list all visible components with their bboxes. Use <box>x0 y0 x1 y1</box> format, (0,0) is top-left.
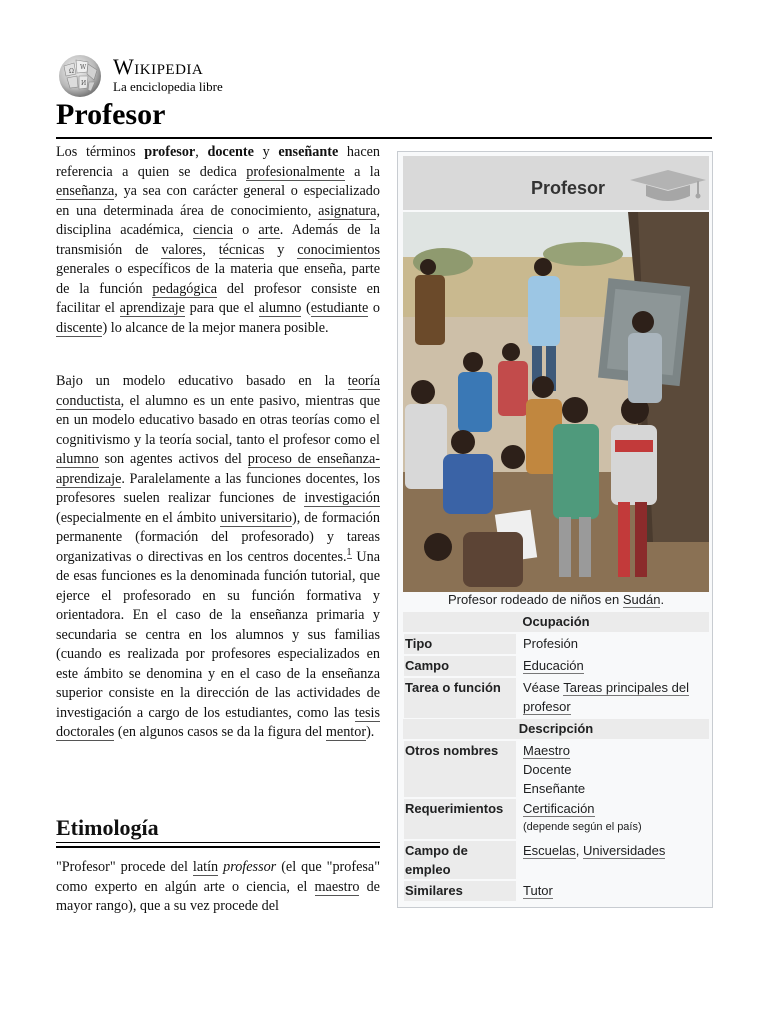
infobox-section-descripcion: Descripción <box>403 719 709 739</box>
inline-link[interactable]: arte <box>258 222 280 238</box>
inline-link[interactable]: proceso de enseñanza-aprendizaje <box>56 451 380 487</box>
inline-link[interactable]: latín <box>192 859 219 875</box>
infobox-row-tarea <box>403 678 709 718</box>
inline-link[interactable]: alumno <box>56 451 99 467</box>
row-label: Campo de empleo <box>404 841 516 879</box>
bold-term: enseñante <box>278 144 339 160</box>
infobox-header <box>403 156 709 210</box>
text-run: ), de formación permanente (formación del profesorado) y tareas organizativas o directivas en los centros docentes. <box>56 509 380 565</box>
inline-link[interactable]: universitario <box>220 509 292 526</box>
infobox-row-otros-nombres <box>403 741 709 797</box>
link-tutor[interactable]: Tutor <box>523 883 553 898</box>
row-label: Otros nombres <box>404 741 516 797</box>
inline-link[interactable]: profesionalmente <box>246 163 345 180</box>
inline-link[interactable]: aprendizaje <box>119 300 186 316</box>
row-value <box>523 881 709 900</box>
link-escuelas[interactable]: Escuelas <box>523 843 576 858</box>
inline-link[interactable]: alumno <box>258 300 302 316</box>
inline-link[interactable]: valores <box>161 241 203 258</box>
row-value <box>523 799 709 837</box>
text-run: ). <box>366 724 375 740</box>
infobox-photo[interactable] <box>403 212 709 592</box>
text-run: . Además de la transmisión de <box>56 222 380 258</box>
text-run: Bajo un modelo educativo basado en la <box>56 373 348 389</box>
text-run: , <box>202 241 219 258</box>
row-value-text: Docente <box>523 762 572 777</box>
text-run: , ya sea con carácter general o especializado en una determinada área de conocimiento, <box>56 183 380 219</box>
infobox-title: Profesor <box>531 178 606 198</box>
infobox-row-campo <box>403 656 709 676</box>
text-run: y <box>264 241 298 258</box>
inline-link[interactable]: pedagógica <box>152 280 218 297</box>
inline-link[interactable]: técnicas <box>218 241 265 258</box>
link-universidades[interactable]: Universidades <box>582 843 666 858</box>
site-header <box>56 52 256 100</box>
svg-text:И: И <box>81 80 87 87</box>
link-tareas-principales[interactable]: Tareas principales del profesor <box>523 680 689 714</box>
text-run: , el alumno es un ente pasivo, mientras que en un modelo educativo basado en otras teorías como el cognitivismo y la teoría social, tanto el profesor como el <box>56 392 380 448</box>
text-run: o <box>368 300 380 316</box>
text-run: (especialmente en el ámbito <box>56 509 221 526</box>
text-run: a la <box>344 163 380 180</box>
row-value-text: Enseñante <box>523 781 586 796</box>
text-run: de mayor rango), que a su vez procede del <box>56 878 380 914</box>
row-value: Profesión <box>523 636 578 651</box>
bold-term: docente <box>207 144 254 160</box>
caption-text-end: . <box>660 592 665 607</box>
row-value <box>523 841 709 860</box>
inline-link[interactable]: asignatura <box>318 202 377 219</box>
inline-link[interactable]: conocimientos <box>297 241 380 258</box>
row-value-text: Véase <box>523 680 564 695</box>
text-run: ( <box>301 300 311 316</box>
link-maestro[interactable]: Maestro <box>523 743 570 758</box>
row-value <box>523 656 709 675</box>
text-run: (el que "profesa" como experto en algún arte o ciencia, el <box>56 859 380 895</box>
text-run: para que el <box>185 300 259 316</box>
text-run: Los términos <box>56 144 145 160</box>
svg-text:W: W <box>80 64 87 71</box>
intro-paragraph-2 <box>56 372 380 743</box>
inline-link[interactable]: discente <box>56 319 103 336</box>
text-run: , disciplina académica, <box>56 202 380 238</box>
infobox-section-ocupacion: Ocupación <box>403 612 709 632</box>
row-value-note: (depende según el país) <box>523 821 642 833</box>
link-certificacion[interactable]: Certificación <box>523 801 595 816</box>
row-label: Tipo <box>404 634 516 654</box>
row-label: Requerimientos <box>404 799 516 839</box>
inline-link[interactable]: teoría conductista <box>56 373 380 409</box>
mortarboard-icon <box>628 166 708 206</box>
text-run: generales o específicos de la materia que enseña, parte de la función <box>56 261 380 297</box>
infobox-row-tipo <box>403 634 709 654</box>
infobox <box>397 151 713 908</box>
infobox-image-caption <box>403 592 709 607</box>
link-educacion[interactable]: Educación <box>523 658 584 673</box>
inline-link[interactable]: tesis doctorales <box>56 704 380 740</box>
section-divider <box>56 842 380 843</box>
infobox-row-campo-empleo <box>403 841 709 879</box>
bold-term: profesor <box>144 144 196 160</box>
text-run: Una de esas funciones es la denominada función tutorial, que ejerce el profesorado en su función formativa y orientadora. En el caso de la enseñanza primaria y secundaria se centra en los alumnos y sus familias (cuando es realizada por profesores especializados en este ámbito se denomina y en el caso de la enseñanza superior consiste en la dirección de las actividades de investigación a cargo de los estudiantes, como las <box>56 548 380 721</box>
page-title: Profesor <box>56 98 166 131</box>
row-label: Similares <box>404 881 516 901</box>
inline-link[interactable]: mentor <box>325 724 367 740</box>
inline-link[interactable]: enseñanza <box>56 183 115 199</box>
inline-link[interactable]: estudiante <box>310 300 369 316</box>
row-label: Campo <box>404 656 516 676</box>
row-value <box>523 678 709 716</box>
text-run: hacen referencia a quien se dedica <box>56 144 381 180</box>
infobox-row-requerimientos <box>403 799 709 839</box>
caption-text: Profesor rodeado de niños en <box>447 592 623 607</box>
text-run: (en algunos casos se da la figura del <box>114 724 326 740</box>
etimologia-paragraph-1 <box>56 858 380 917</box>
section-heading-etimologia: Etimología <box>56 815 159 840</box>
italic-term: professor <box>223 859 277 875</box>
reference-link[interactable]: 1 <box>346 546 352 558</box>
text-run: "Profesor" procede del <box>56 859 193 875</box>
text-run: o <box>233 222 259 238</box>
inline-link[interactable]: maestro <box>314 878 360 895</box>
title-divider <box>56 137 712 139</box>
text-run: del profesor consiste en facilitar el <box>56 280 380 316</box>
site-tagline: La enciclopedia libre <box>113 79 223 94</box>
row-label: Tarea o función <box>404 678 516 718</box>
wikipedia-globe-icon[interactable] <box>56 54 104 98</box>
text-run: . Paralelamente a las funciones docentes, los profesores suelen realizar funciones de <box>56 470 380 506</box>
inline-link[interactable]: ciencia <box>192 222 234 238</box>
section-divider <box>56 846 380 848</box>
text-run: , <box>195 144 208 160</box>
row-value-sep: , <box>575 843 583 858</box>
text-run: y <box>253 144 279 160</box>
caption-link-sudan[interactable]: Sudán <box>622 592 661 607</box>
svg-text:Ω: Ω <box>69 68 74 75</box>
intro-paragraph-1 <box>56 143 380 338</box>
text-run: ) lo alcance de la mejor manera posible. <box>102 319 329 336</box>
site-brand[interactable]: Wikipedia <box>113 54 204 79</box>
row-value <box>523 741 709 798</box>
text-run: son agentes activos del <box>98 451 248 467</box>
infobox-row-similares <box>403 881 709 901</box>
inline-link[interactable]: investigación <box>304 490 380 506</box>
